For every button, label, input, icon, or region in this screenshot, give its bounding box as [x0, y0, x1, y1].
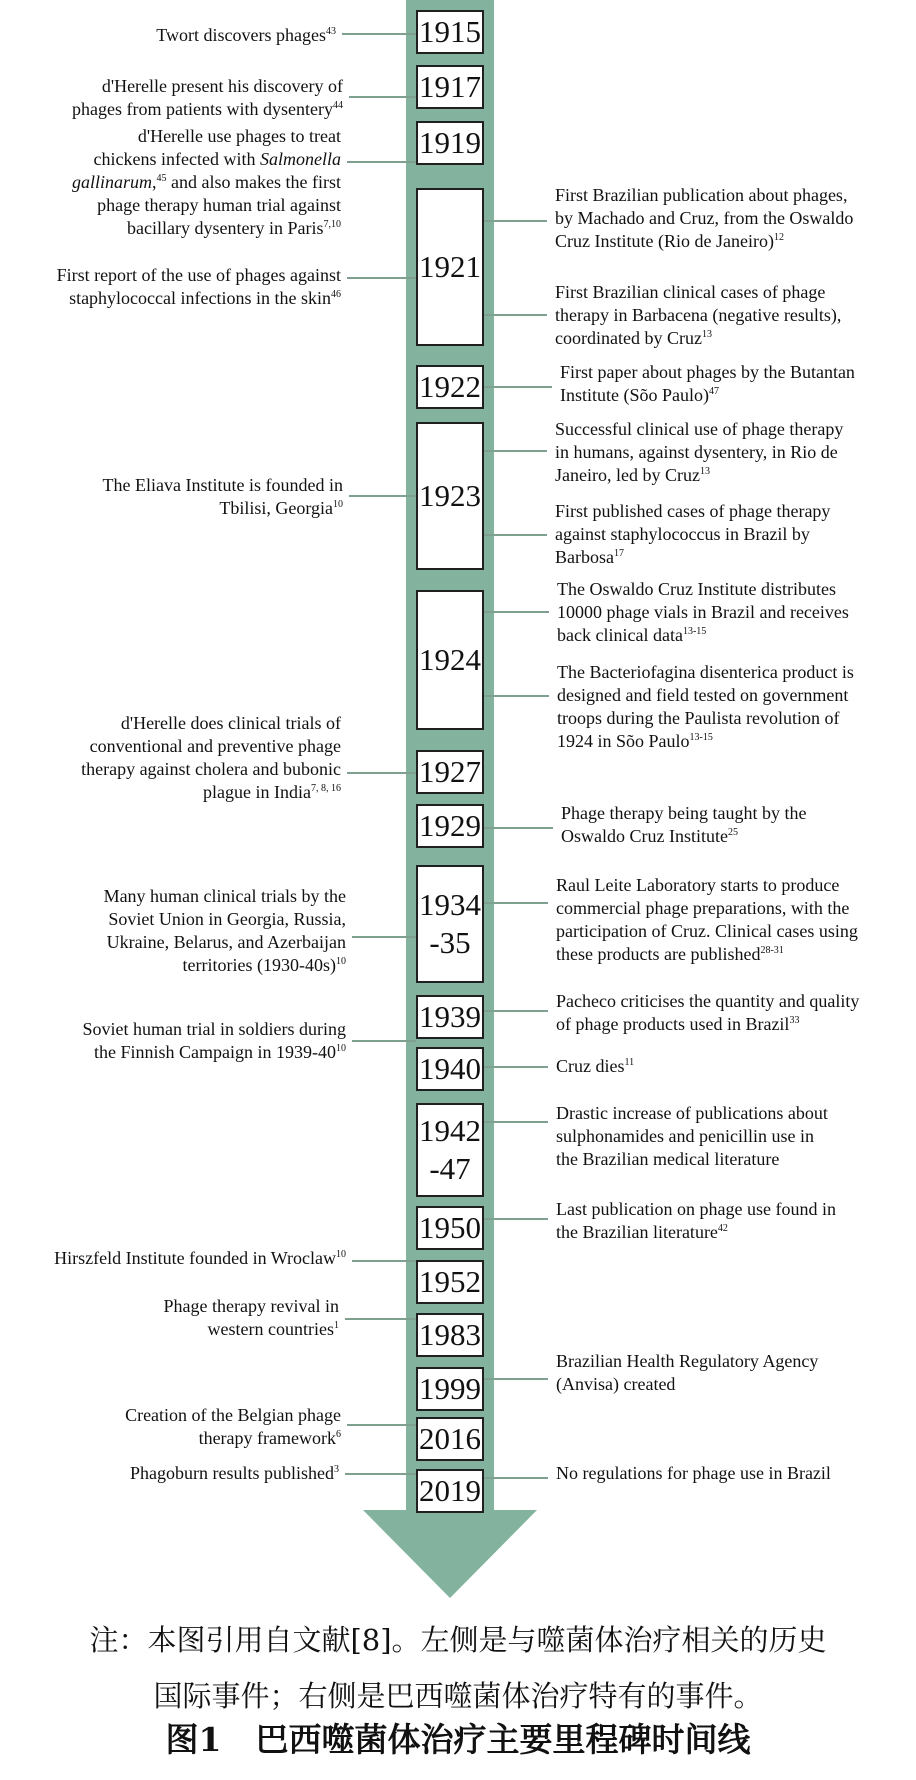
year-box-1983 — [416, 1313, 484, 1357]
left-event-dherelle-1917: d'Herelle present his discovery of phages from patients with dysentery$^{44}$ — [72, 76, 343, 119]
right-event-sulpha: Drastic increase of publications about sulphonamides and penicillin use in the Brazilian medical literature — [556, 1103, 828, 1169]
right-event-barbosa: First published cases of phage therapy against staphylococcus in Brazil by Barbosa$^{17}$ — [555, 501, 831, 567]
year-box-1939 — [416, 995, 484, 1039]
right-event-raul-leite: Raul Leite Laboratory starts to produce commercial phage preparations, with the participation of Cruz. Clinical cases using these products are published$^{28-31}$ — [556, 875, 858, 964]
connector-right-taught — [484, 827, 553, 829]
right-event-barbacena: First Brazilian clinical cases of phage therapy in Barbacena (negative results), coordinated by Cruz$^{13}$ — [555, 282, 842, 348]
year-box-1999 — [416, 1367, 484, 1411]
right-event-pacheco: Pacheco criticises the quantity and quality of phage products used in Brazil$^{33}$ — [556, 991, 860, 1034]
year-label: 1952 — [419, 1264, 481, 1299]
year-box-1950 — [416, 1206, 484, 1250]
left-event-soviet-trials: Many human clinical trials by the Soviet Union in Georgia, Russia, Ukraine, Belarus, and Azerbaijan territories $(1930-40s)^{10}$ — [103, 886, 346, 975]
year-box-1922 — [416, 365, 484, 409]
connector-right-anvisa — [484, 1378, 548, 1380]
connector-left-phagoburn — [345, 1473, 416, 1475]
connector-left-hirszfeld — [352, 1260, 416, 1262]
year-label: 1940 — [419, 1051, 481, 1086]
connector-right-pacheco — [484, 1010, 548, 1012]
connector-right-sulpha — [484, 1121, 548, 1123]
connector-left-soviet-trials — [352, 936, 416, 938]
year-label: 1950 — [419, 1210, 481, 1245]
connector-right-no-reg — [484, 1477, 548, 1479]
year-box-1929 — [416, 804, 484, 848]
connector-right-rio-dysentery — [484, 450, 547, 452]
year-label: 1942 -47 — [419, 1113, 481, 1186]
left-event-eliava: The Eliava Institute is founded in Tbilisi, Georgia$^{10}$ — [102, 475, 343, 518]
connector-left-revival — [345, 1318, 416, 1320]
connector-right-vials — [484, 611, 549, 613]
connector-right-bacteriofagina — [484, 695, 549, 697]
year-label: 1919 — [419, 125, 481, 160]
year-box-1924 — [416, 590, 484, 730]
year-box-1915 — [416, 10, 484, 54]
right-event-first-pub-br: First Brazilian publication about phages, by Machado and Cruz, from the Oswaldo Cruz Institute (Rio de Janeiro)$^{12}$ — [555, 185, 854, 251]
year-label: 1921 — [419, 249, 481, 284]
right-event-anvisa: Brazilian Health Regulatory Agency (Anvisa) created — [556, 1351, 819, 1394]
left-event-twort: Twort discovers phages$^{43}$ — [156, 25, 336, 45]
left-event-phagoburn: Phagoburn results published$^3$ — [130, 1463, 339, 1483]
left-event-india: d'Herelle does clinical trials of conventional and preventive phage therapy against cholera and bubonic plague in India$^{7, 8, 16}$ — [81, 713, 341, 802]
connector-right-butantan — [484, 386, 552, 388]
connector-left-dherelle-1919 — [347, 161, 416, 163]
connector-left-belgian — [347, 1424, 416, 1426]
left-event-revival: Phage therapy revival in western countries$^1$ — [163, 1296, 339, 1339]
year-label: 1983 — [419, 1317, 481, 1352]
connector-left-finnish — [352, 1040, 416, 1042]
connector-left-india — [347, 772, 416, 774]
year-box-1921 — [416, 188, 484, 346]
year-label: 1922 — [419, 369, 481, 404]
year-box-1919 — [416, 121, 484, 165]
year-label: 1999 — [419, 1371, 481, 1406]
connector-right-cruz-dies — [484, 1066, 548, 1068]
connector-left-eliava — [349, 495, 416, 497]
right-event-cruz-dies: Cruz dies$^{11}$ — [556, 1056, 635, 1076]
year-label: 1917 — [419, 69, 481, 104]
year-box-2016 — [416, 1417, 484, 1461]
figure-number: 图1 — [165, 1720, 222, 1759]
connector-right-last-pub — [484, 1218, 548, 1220]
left-event-finnish: Soviet human trial in soldiers during the Finnish Campaign in $1939-40^{10}$ — [82, 1019, 346, 1062]
right-event-rio-dysentery: Successful clinical use of phage therapy in humans, against dysentery, in Rio de Janeiro, led by Cruz$^{13}$ — [555, 419, 844, 485]
year-box-1917 — [416, 65, 484, 109]
right-event-last-pub: Last publication on phage use found in the Brazilian literature$^{42}$ — [556, 1199, 836, 1242]
year-box-1942 — [416, 1103, 484, 1197]
figure-title: 巴西噬菌体治疗主要里程碑时间线 — [255, 1720, 751, 1759]
year-box-2019 — [416, 1469, 484, 1513]
connector-left-twort — [342, 33, 416, 35]
connector-left-staph-skin — [347, 277, 416, 279]
year-label: 2019 — [419, 1473, 481, 1508]
year-label: 2016 — [419, 1421, 481, 1456]
right-event-butantan: First paper about phages by the Butantan Institute (Sõo Paulo)$^{47}$ — [560, 362, 855, 405]
year-label: 1924 — [419, 642, 481, 677]
year-label: 1915 — [419, 14, 481, 49]
year-box-1940 — [416, 1047, 484, 1091]
year-box-1927 — [416, 750, 484, 794]
right-event-vials: The Oswaldo Cruz Institute distributes 10000 phage vials in Brazil and receives back clinical data$^{13-15}$ — [557, 579, 849, 645]
year-label: 1927 — [419, 754, 481, 789]
connector-left-dherelle-1917 — [349, 96, 416, 98]
connector-right-barbosa — [484, 534, 547, 536]
right-event-taught: Phage therapy being taught by the Oswaldo Cruz Institute$^{25}$ — [561, 803, 807, 846]
left-event-dherelle-1919: d'Herelle use phages to treat chickens infected with Salmonella gallinarum,$^{45}$ and also makes the first phage therapy human trial against bacillary dysentery in Paris$^{7,10}$ — [72, 126, 341, 238]
left-event-hirszfeld: Hirszfeld Institute founded in Wroclaw$^{10}$ — [54, 1248, 346, 1268]
connector-right-barbacena — [484, 314, 547, 316]
right-event-no-reg: No regulations for phage use in Brazil — [556, 1463, 831, 1483]
left-event-staph-skin: First report of the use of phages against staphylococcal infections in the skin$^{46}$ — [56, 265, 341, 308]
year-label: 1939 — [419, 999, 481, 1034]
year-label: 1934 -35 — [419, 887, 481, 960]
year-box-1952 — [416, 1260, 484, 1304]
connector-right-raul-leite — [484, 902, 548, 904]
figure-caption — [0, 1718, 916, 1762]
right-event-bacteriofagina: The Bacteriofagina disenterica product is designed and field tested on government troops during the Paulista revolution of 1924 in Sõo Paulo$^{13-15}$ — [557, 662, 854, 751]
year-box-1923 — [416, 422, 484, 570]
year-box-1934 — [416, 865, 484, 983]
left-event-belgian: Creation of the Belgian phage therapy framework$^6$ — [125, 1405, 341, 1448]
figure-note: 注：本图引用自文献[8]。左侧是与噬菌体治疗相关的历史 国际事件；右侧是巴西噬菌体治疗特有的事件。 — [89, 1623, 827, 1713]
year-label: 1923 — [419, 478, 481, 513]
year-label: 1929 — [419, 808, 481, 843]
connector-right-first-pub-br — [484, 220, 547, 222]
